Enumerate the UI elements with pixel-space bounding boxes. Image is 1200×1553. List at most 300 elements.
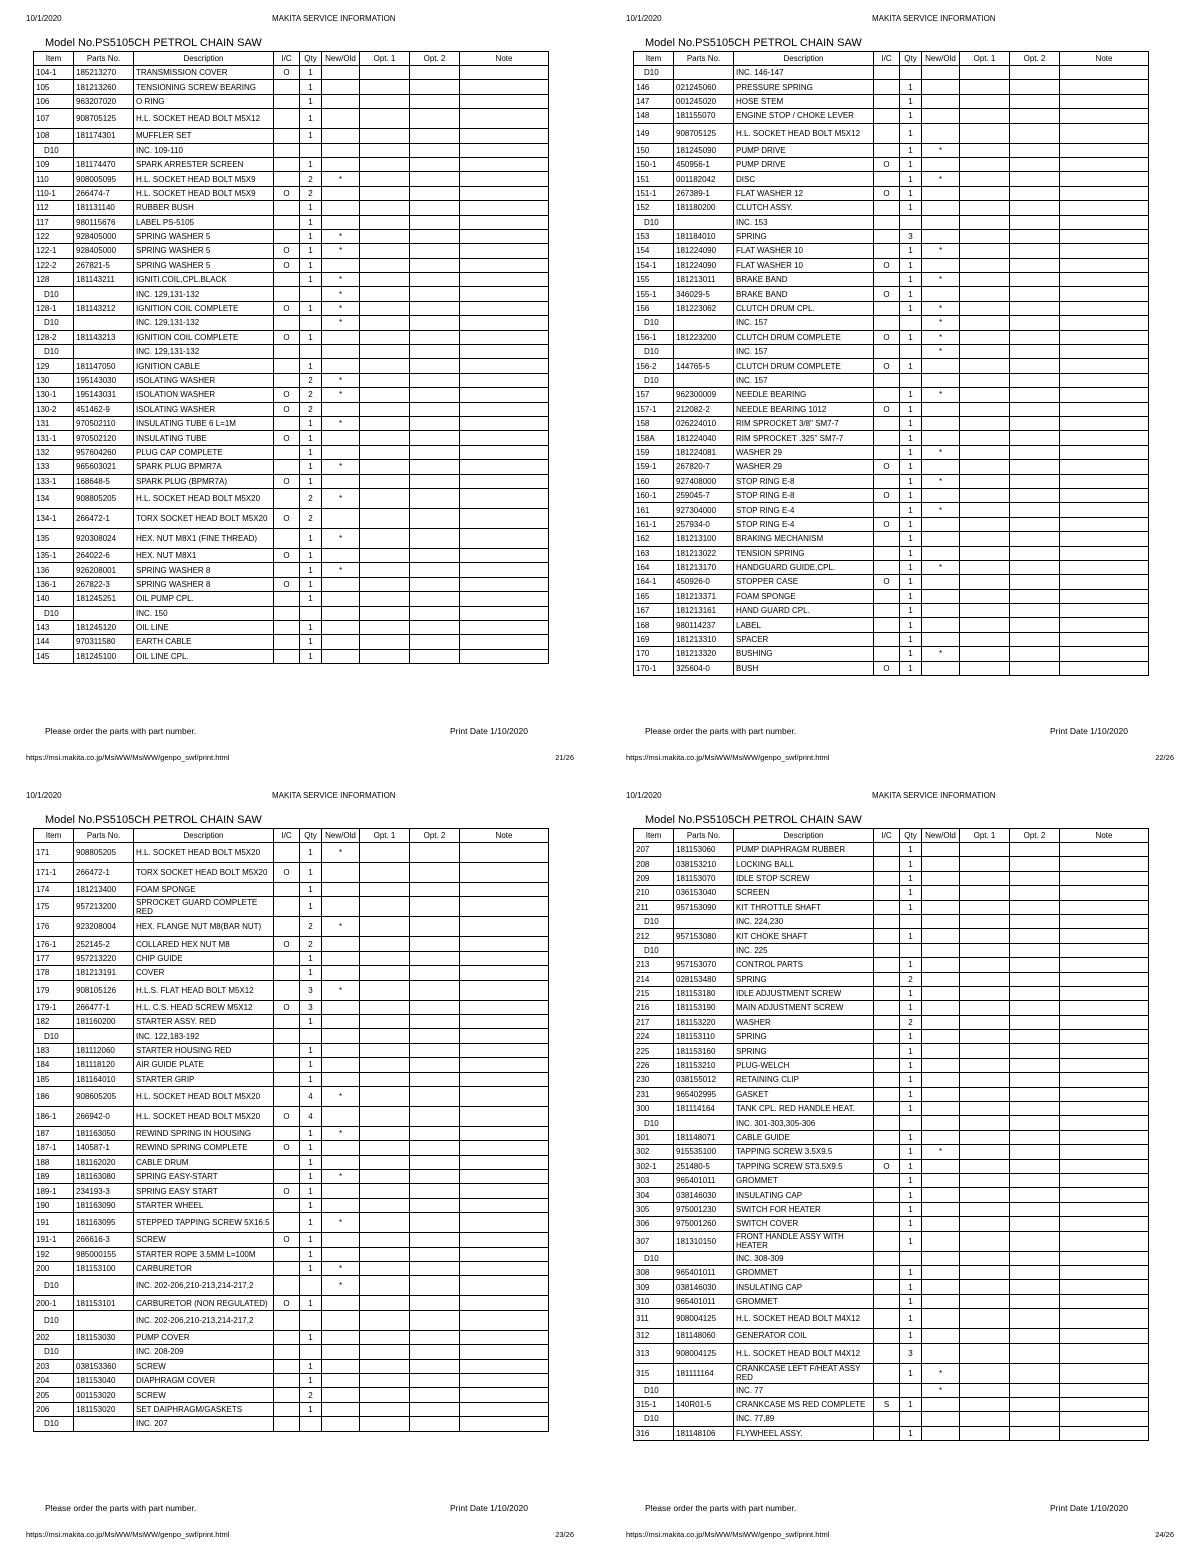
new-old-cell: [322, 1014, 360, 1028]
ic-cell: [274, 143, 300, 157]
ic-cell: [874, 1015, 900, 1029]
new-old-cell: [922, 66, 960, 80]
description-cell: CLUTCH DRUM CPL.: [734, 301, 874, 315]
qty-cell: 1: [300, 883, 322, 897]
opt2-cell: [1010, 575, 1060, 589]
description-cell: SCREEN: [734, 886, 874, 900]
qty-cell: 2: [300, 1388, 322, 1402]
new-old-cell: *: [922, 345, 960, 359]
part-number-cell: 038155012: [674, 1073, 734, 1087]
note-cell: [1060, 1030, 1149, 1044]
ic-cell: [874, 172, 900, 186]
part-number-cell: 923208004: [74, 917, 134, 937]
new-old-cell: [922, 632, 960, 646]
item-cell: 186: [34, 1086, 74, 1106]
ic-cell: [874, 316, 900, 330]
description-cell: SET DAIPHRAGM/GASKETS: [134, 1402, 274, 1416]
description-cell: HAND GUARD CPL.: [734, 604, 874, 618]
note-cell: [460, 883, 549, 897]
new-old-cell: *: [322, 301, 360, 315]
description-cell: INC. 129,131-132: [134, 287, 274, 301]
opt2-cell: [1010, 244, 1060, 258]
ic-cell: [274, 488, 300, 508]
description-cell: TENSIONING SCREW BEARING: [134, 80, 274, 94]
opt1-cell: [360, 109, 410, 129]
part-number-cell: 965401011: [674, 1173, 734, 1187]
ic-cell: O: [274, 508, 300, 528]
table-header-row: [34, 829, 549, 843]
description-cell: INC. 202-206,210-213,214-217,2: [134, 1276, 274, 1296]
qty-cell: 1: [300, 1330, 322, 1344]
note-cell: [1060, 172, 1149, 186]
opt2-cell: [410, 563, 460, 577]
opt1-cell: [360, 1141, 410, 1155]
qty-cell: 1: [300, 1043, 322, 1057]
note-cell: [1060, 229, 1149, 243]
table-row: [634, 604, 1149, 618]
qty-cell: 1: [900, 1159, 922, 1173]
table-row: [634, 143, 1149, 157]
note-cell: [1060, 273, 1149, 287]
qty-cell: 1: [900, 1044, 922, 1058]
description-cell: CLUTCH DRUM COMPLETE: [734, 330, 874, 344]
page-number: 23/26: [555, 1530, 574, 1539]
ic-cell: [874, 1102, 900, 1116]
column-header: I/C: [274, 52, 300, 66]
note-cell: [460, 402, 549, 416]
item-cell: 168: [634, 618, 674, 632]
page-url[interactable]: https://msi.makita.co.jp/MsiWW/MsiWW/genpo_swf/print.html: [26, 1530, 230, 1539]
ic-cell: O: [874, 287, 900, 301]
qty-cell: [900, 215, 922, 229]
parts-table: [633, 51, 1149, 676]
opt1-cell: [960, 589, 1010, 603]
table-row: [34, 258, 549, 272]
page-url[interactable]: https://msi.makita.co.jp/MsiWW/MsiWW/genpo_swf/print.html: [626, 1530, 830, 1539]
item-cell: 187-1: [34, 1141, 74, 1155]
table-row: [34, 460, 549, 474]
ic-cell: [274, 1310, 300, 1330]
new-old-cell: [922, 661, 960, 675]
description-cell: IDLE STOP SCREW: [734, 871, 874, 885]
opt2-cell: [1010, 402, 1060, 416]
item-cell: 171: [34, 843, 74, 863]
new-old-cell: [922, 1397, 960, 1411]
opt1-cell: [360, 1262, 410, 1276]
item-cell: 149: [634, 123, 674, 143]
opt2-cell: [410, 1072, 460, 1086]
opt2-cell: [1010, 1030, 1060, 1044]
part-number-cell: 181143212: [74, 301, 134, 315]
table-row: [634, 1383, 1149, 1397]
opt2-cell: [410, 1155, 460, 1169]
ic-cell: O: [274, 402, 300, 416]
new-old-cell: [322, 1345, 360, 1359]
item-cell: 304: [634, 1188, 674, 1202]
note-cell: [460, 1155, 549, 1169]
opt2-cell: [1010, 488, 1060, 502]
part-number-cell: 001182042: [674, 172, 734, 186]
opt2-cell: [410, 431, 460, 445]
description-cell: DIAPHRAGM COVER: [134, 1373, 274, 1387]
description-cell: CRANKCASE LEFT F/HEAT ASSY RED: [734, 1363, 874, 1383]
opt1-cell: [360, 635, 410, 649]
table-row: [34, 402, 549, 416]
part-number-cell: 985000155: [74, 1247, 134, 1261]
item-cell: 158: [634, 416, 674, 430]
new-old-cell: [322, 330, 360, 344]
new-old-cell: [322, 66, 360, 80]
table-row: [634, 1202, 1149, 1216]
opt2-cell: [410, 1330, 460, 1344]
note-cell: [1060, 1015, 1149, 1029]
item-cell: 189: [34, 1170, 74, 1184]
new-old-cell: [922, 929, 960, 943]
note-cell: [460, 1072, 549, 1086]
table-row: [634, 123, 1149, 143]
opt2-cell: [1010, 345, 1060, 359]
note-cell: [1060, 1397, 1149, 1411]
opt2-cell: [410, 635, 460, 649]
item-cell: D10: [34, 287, 74, 301]
opt1-cell: [960, 958, 1010, 972]
table-row: [34, 980, 549, 1000]
ic-cell: [274, 1014, 300, 1028]
description-cell: RETAINING CLIP: [734, 1073, 874, 1087]
item-cell: 212: [634, 929, 674, 943]
item-cell: 159: [634, 445, 674, 459]
opt2-cell: [410, 229, 460, 243]
page-url[interactable]: https://msi.makita.co.jp/MsiWW/MsiWW/genpo_swf/print.html: [26, 753, 230, 762]
opt1-cell: [360, 980, 410, 1000]
new-old-cell: *: [922, 143, 960, 157]
new-old-cell: [322, 402, 360, 416]
description-cell: TORX SOCKET HEAD BOLT M5X20: [134, 508, 274, 528]
description-cell: STOP RING E-8: [734, 474, 874, 488]
table-row: [634, 1159, 1149, 1173]
note-cell: [1060, 575, 1149, 589]
header-date: 10/1/2020: [26, 14, 62, 23]
opt2-cell: [410, 951, 460, 965]
opt1-cell: [960, 1309, 1010, 1329]
opt1-cell: [960, 1044, 1010, 1058]
opt2-cell: [410, 937, 460, 951]
item-cell: 107: [34, 109, 74, 129]
ic-cell: [274, 80, 300, 94]
qty-cell: 1: [900, 1309, 922, 1329]
description-cell: SPRING EASY-START: [134, 1170, 274, 1184]
qty-cell: 1: [300, 229, 322, 243]
description-cell: ISOLATING WASHER: [134, 402, 274, 416]
opt2-cell: [410, 897, 460, 917]
opt1-cell: [360, 548, 410, 562]
part-number-cell: 181153180: [674, 986, 734, 1000]
table-row: [34, 966, 549, 980]
part-number-cell: [674, 1412, 734, 1426]
column-header: Description: [734, 829, 874, 843]
new-old-cell: *: [322, 980, 360, 1000]
part-number-cell: 181213161: [674, 604, 734, 618]
ic-cell: O: [874, 157, 900, 171]
opt1-cell: [960, 1188, 1010, 1202]
description-cell: SWITCH FOR HEATER: [734, 1202, 874, 1216]
opt2-cell: [410, 1310, 460, 1330]
qty-cell: [300, 287, 322, 301]
opt1-cell: [360, 460, 410, 474]
ic-cell: [274, 129, 300, 143]
item-cell: 147: [634, 94, 674, 108]
opt1-cell: [960, 575, 1010, 589]
opt2-cell: [1010, 1397, 1060, 1411]
column-header: Note: [1060, 829, 1149, 843]
item-cell: 104-1: [34, 66, 74, 80]
qty-cell: 1: [900, 474, 922, 488]
column-header: Item: [634, 52, 674, 66]
item-cell: 188: [34, 1155, 74, 1169]
item-cell: 226: [634, 1058, 674, 1072]
new-old-cell: [922, 1294, 960, 1308]
qty-cell: [300, 1276, 322, 1296]
ic-cell: [874, 943, 900, 957]
opt1-cell: [960, 986, 1010, 1000]
part-number-cell: 181223062: [674, 301, 734, 315]
part-number-cell: 181160200: [74, 1014, 134, 1028]
qty-cell: [300, 1345, 322, 1359]
item-cell: D10: [634, 373, 674, 387]
part-number-cell: 195143030: [74, 373, 134, 387]
new-old-cell: [922, 1159, 960, 1173]
qty-cell: 2: [300, 917, 322, 937]
qty-cell: 3: [300, 980, 322, 1000]
opt1-cell: [960, 604, 1010, 618]
table-row: [634, 1329, 1149, 1343]
table-row: [34, 1126, 549, 1140]
ic-cell: [874, 1058, 900, 1072]
opt1-cell: [960, 445, 1010, 459]
ic-cell: [874, 1280, 900, 1294]
part-number-cell: 965402995: [674, 1087, 734, 1101]
description-cell: INC. 129,131-132: [134, 345, 274, 359]
note-cell: [1060, 1329, 1149, 1343]
new-old-cell: *: [922, 172, 960, 186]
opt2-cell: [1010, 1015, 1060, 1029]
ic-cell: [874, 871, 900, 885]
table-row: [34, 620, 549, 634]
item-cell: 192: [34, 1247, 74, 1261]
opt1-cell: [960, 1383, 1010, 1397]
note-cell: [460, 80, 549, 94]
item-cell: 159-1: [634, 460, 674, 474]
description-cell: INSULATING CAP: [734, 1188, 874, 1202]
item-cell: 215: [634, 986, 674, 1000]
description-cell: HANDGUARD GUIDE,CPL.: [734, 560, 874, 574]
item-cell: 164: [634, 560, 674, 574]
note-cell: [1060, 532, 1149, 546]
item-cell: 176: [34, 917, 74, 937]
table-row: [634, 1116, 1149, 1130]
note-cell: [460, 109, 549, 129]
opt1-cell: [360, 1345, 410, 1359]
opt1-cell: [360, 1000, 410, 1014]
opt2-cell: [410, 416, 460, 430]
new-old-cell: [922, 402, 960, 416]
qty-cell: 1: [300, 1262, 322, 1276]
table-row: [634, 66, 1149, 80]
opt1-cell: [360, 897, 410, 917]
qty-cell: 1: [900, 402, 922, 416]
item-cell: 131: [34, 416, 74, 430]
qty-cell: 1: [900, 445, 922, 459]
column-header: Description: [734, 52, 874, 66]
opt1-cell: [360, 606, 410, 620]
qty-cell: 1: [900, 80, 922, 94]
qty-cell: 1: [300, 258, 322, 272]
table-row: [34, 1345, 549, 1359]
description-cell: SPARK PLUG (BPMR7A): [134, 474, 274, 488]
description-cell: ISOLATING WASHER: [134, 373, 274, 387]
ic-cell: [274, 287, 300, 301]
opt2-cell: [1010, 1343, 1060, 1363]
part-number-cell: 181213320: [674, 647, 734, 661]
ic-cell: [874, 201, 900, 215]
description-cell: INC. 157: [734, 345, 874, 359]
opt2-cell: [410, 80, 460, 94]
part-number-cell: 212082-2: [674, 402, 734, 416]
ic-cell: [274, 1330, 300, 1344]
description-cell: INC. 225: [734, 943, 874, 957]
ic-cell: [874, 345, 900, 359]
new-old-cell: [322, 951, 360, 965]
description-cell: OIL LINE CPL.: [134, 649, 274, 663]
item-cell: D10: [34, 143, 74, 157]
table-row: [634, 402, 1149, 416]
qty-cell: 1: [300, 94, 322, 108]
ic-cell: [874, 1188, 900, 1202]
qty-cell: 2: [300, 186, 322, 200]
ic-cell: [274, 1402, 300, 1416]
note-cell: [460, 1296, 549, 1310]
new-old-cell: *: [922, 388, 960, 402]
qty-cell: 1: [300, 1402, 322, 1416]
opt2-cell: [1010, 1001, 1060, 1015]
table-row: [634, 546, 1149, 560]
opt2-cell: [1010, 560, 1060, 574]
new-old-cell: [922, 460, 960, 474]
opt1-cell: [360, 1276, 410, 1296]
qty-cell: 1: [900, 1363, 922, 1383]
ic-cell: [874, 1231, 900, 1251]
qty-cell: 1: [900, 1001, 922, 1015]
qty-cell: 3: [900, 1343, 922, 1363]
qty-cell: 1: [900, 1188, 922, 1202]
description-cell: PUMP DRIVE: [734, 157, 874, 171]
ic-cell: O: [274, 301, 300, 315]
column-header: Parts No.: [74, 52, 134, 66]
new-old-cell: [922, 1116, 960, 1130]
description-cell: LABEL PS-5105: [134, 215, 274, 229]
part-number-cell: 181174470: [74, 157, 134, 171]
opt2-cell: [410, 592, 460, 606]
table-row: [34, 1359, 549, 1373]
item-cell: 151: [634, 172, 674, 186]
part-number-cell: [74, 1310, 134, 1330]
ic-cell: [874, 273, 900, 287]
new-old-cell: [922, 1280, 960, 1294]
note-cell: [1060, 1217, 1149, 1231]
item-cell: 305: [634, 1202, 674, 1216]
qty-cell: 1: [900, 546, 922, 560]
opt2-cell: [410, 528, 460, 548]
item-cell: 122-1: [34, 244, 74, 258]
column-header: Opt. 1: [360, 829, 410, 843]
opt1-cell: [360, 129, 410, 143]
item-cell: 131-1: [34, 431, 74, 445]
note-cell: [460, 1276, 549, 1296]
item-cell: 191: [34, 1213, 74, 1233]
opt1-cell: [960, 416, 1010, 430]
table-row: [34, 843, 549, 863]
opt1-cell: [960, 632, 1010, 646]
qty-cell: 1: [900, 1073, 922, 1087]
opt1-cell: [960, 1343, 1010, 1363]
part-number-cell: [674, 1116, 734, 1130]
description-cell: DISC: [734, 172, 874, 186]
opt2-cell: [1010, 201, 1060, 215]
note-cell: [460, 1359, 549, 1373]
description-cell: TAPPING SCREW 3.5X9.5: [734, 1145, 874, 1159]
part-number-cell: 181213022: [674, 546, 734, 560]
qty-cell: 1: [300, 1359, 322, 1373]
opt1-cell: [960, 1426, 1010, 1440]
qty-cell: 3: [900, 229, 922, 243]
part-number-cell: 970502110: [74, 416, 134, 430]
part-number-cell: 038153210: [674, 857, 734, 871]
opt1-cell: [360, 883, 410, 897]
column-header: Description: [134, 52, 274, 66]
description-cell: HEX. FLANGE NUT M8(BAR NUT): [134, 917, 274, 937]
item-cell: 155-1: [634, 287, 674, 301]
note-cell: [460, 1106, 549, 1126]
ic-cell: O: [274, 474, 300, 488]
opt2-cell: [410, 1233, 460, 1247]
page-url[interactable]: https://msi.makita.co.jp/MsiWW/MsiWW/genpo_swf/print.html: [626, 753, 830, 762]
table-row: [34, 897, 549, 917]
description-cell: BUSHING: [734, 647, 874, 661]
note-cell: [460, 1029, 549, 1043]
opt1-cell: [360, 474, 410, 488]
item-cell: 146: [634, 80, 674, 94]
print-date: Print Date 1/10/2020: [1050, 1503, 1128, 1513]
description-cell: FLAT WASHER 10: [734, 258, 874, 272]
part-number-cell: 346029-5: [674, 287, 734, 301]
table-row: [34, 445, 549, 459]
opt1-cell: [960, 201, 1010, 215]
ic-cell: [874, 972, 900, 986]
part-number-cell: 181162020: [74, 1155, 134, 1169]
table-row: [34, 330, 549, 344]
new-old-cell: *: [322, 843, 360, 863]
opt1-cell: [960, 661, 1010, 675]
qty-cell: 2: [300, 937, 322, 951]
ic-cell: [874, 445, 900, 459]
ic-cell: [274, 445, 300, 459]
table-row: [34, 1014, 549, 1028]
item-cell: 165: [634, 589, 674, 603]
part-number-cell: 908005095: [74, 172, 134, 186]
description-cell: CLUTCH DRUM COMPLETE: [734, 359, 874, 373]
qty-cell: 1: [900, 301, 922, 315]
qty-cell: 1: [300, 215, 322, 229]
